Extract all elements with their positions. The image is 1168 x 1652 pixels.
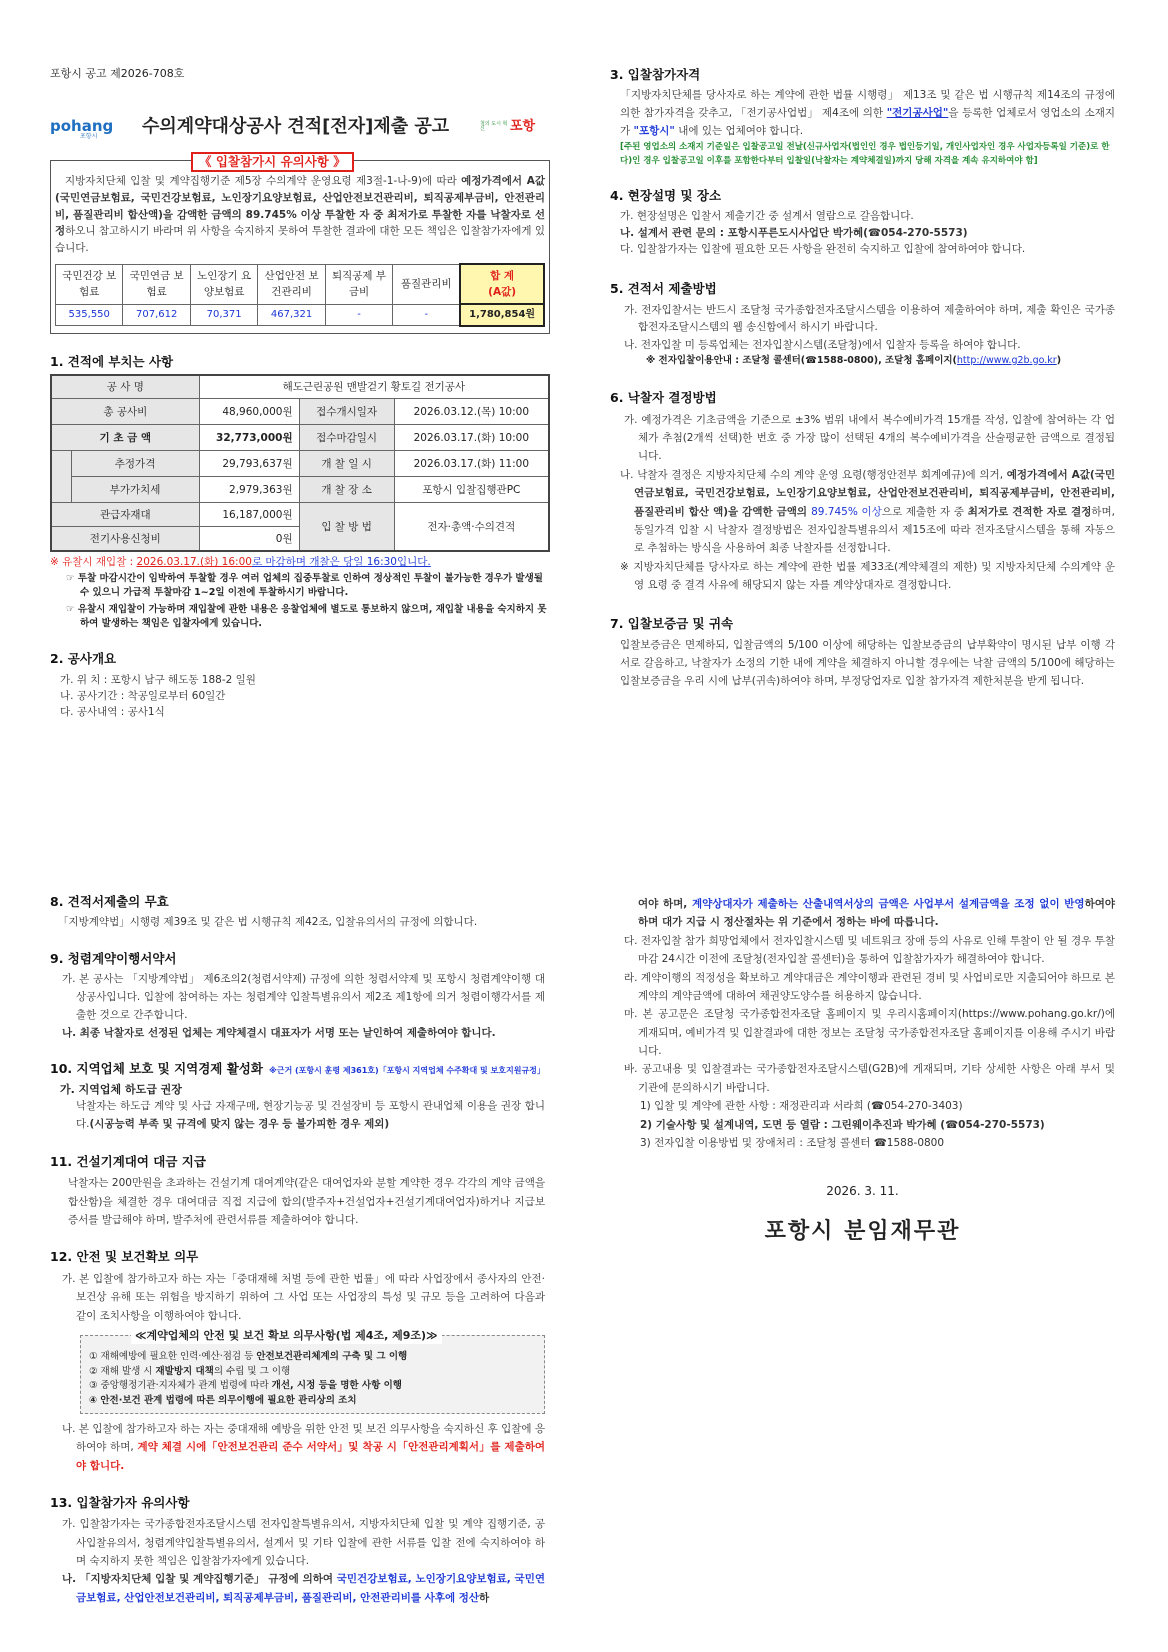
a-header-care: 노인장기 요양보험료 [190, 264, 257, 304]
section-3-note: [주된 영업소의 소재지 기준일은 입찰공고일 전날(신규사업자(법인인 경우 법인등기일, 개인사업자인 경우 사업자등록일 기준)로 한다)인 경우 입찰공고일 이후를 포함한다부터 입찰일(낙찰자는 계약체결일)까지 당해 자격을 계속 유지하여야 함] [620, 141, 1110, 166]
section-12-title: 12. 안전 및 보건확보 의무 [50, 1249, 199, 1265]
section-13-f2: 2) 기술사항 및 설계내역, 도면 등 열람 : 그린웨이추진과 박가혜 (☎054-270-5573) [640, 1118, 1045, 1131]
section-8-text: 「지방계약법」시행령 제39조 및 같은 법 시행규칙 제42조, 입찰유의서의 규정에 의합니다. [58, 916, 478, 929]
logo-sub: 포항시 [80, 133, 98, 141]
label-total-cost: 총 공사비 [51, 399, 199, 425]
a-value-health: 535,550 [56, 304, 123, 326]
safety-item-2-end: 의 수립 및 그 이행 [213, 1365, 291, 1377]
section-9-title: 9. 청렴계약이행서약서 [50, 950, 177, 966]
section-11-text: 낙찰자는 200만원을 초과하는 건설기계 대여계약(같은 대여업자와 분할 계약한 경우 각각의 계약 금액을 합산함)을 체결한 경우 대여대금 직접 지급에 합의(발주자+건설업자+건설기계대여업자)하거나 지급보증서를 발급해야 하며, 발주처에 관련서류를 제출하여야 합니다. [68, 1177, 545, 1227]
section-10-sub: 가. 지역업체 하도급 권장 [60, 1083, 182, 1097]
notice-number: 포항시 공고 제2026-708호 [50, 67, 185, 80]
s6-b-mid: 으로 제출한 자 중 [881, 505, 968, 518]
pohang-slogan-logo [480, 117, 550, 137]
a-header-pension: 국민연금 보험료 [123, 264, 190, 304]
s10-bold: (시공능력 부족 및 규격에 맞지 않는 경우 등 불가피한 경우 제외) [89, 1118, 390, 1131]
rebid-end: 로 마감하며 개찰은 당일 16:30입니다. [251, 555, 431, 568]
s3-text-1: 「지방자치단체를 당사자로 하는 계약에 관한 법률 시행령」 제13조 및 같은 법 시행규칙 제14조의 규정에 의한 참가자격을 갖추고, 「전기공사업법」 제4조에 의한 [620, 89, 1115, 120]
section-8-title: 8. 견적서제출의 무효 [50, 894, 169, 909]
section-4-a: 가. 현장설명은 입찰서 제출기간 중 설계서 열람으로 갈음합니다. [620, 210, 914, 223]
value-project-name: 해도근린공원 맨발걷기 황토길 전기공사 [199, 375, 549, 399]
rebid-date: 2026.03.17.(화) 16:00 [136, 555, 252, 568]
total-sub: (A값) [488, 286, 517, 299]
a-value-header-row [56, 264, 545, 304]
safety-item-2-text: ② 재해 발생 시 [89, 1365, 156, 1377]
s6-b-text: 나. 낙찰자 결정은 지방자치단체 수의 계약 운영 요령(행정안전부 회계예규)에 의거, [620, 468, 1007, 481]
safety-item-3-bold: 개선, 시정 등을 명한 사항 이행 [271, 1380, 402, 1392]
caution-text [55, 173, 545, 257]
rebid-note-1: ☞ 투찰 마감시간이 임박하여 투찰할 경우 여러 업체의 집중투찰로 인하여 정상적인 투찰이 불가능한 경우가 발생될 수 있으니 가급적 투찰마감 1~2일 이전에 투찰하시기 바랍니다. [66, 573, 543, 599]
s13-b-blue: 국민건강보험료, 노인장기요양보험료, 국민연금보험료, 산업안전보건관리비, 퇴직공제부금비, 품질관리비, 안전관리비를 사후에 정산 [76, 1573, 545, 1604]
s13-cont-end: 하여야 하며 대가 지급 시 정산절차는 위 기준에서 정하는 바에 따릅니다. [638, 898, 1116, 929]
s13-cont-text: 여야 하며, [638, 898, 692, 910]
s5-note-text: ※ 전자입찰이용안내 : 조달청 콜센터(☎1588-0800), 조달청 홈페이지( [646, 354, 957, 366]
section-13-f3: 3) 전자입찰 이용방법 및 장애처리 : 조달청 콜센터 ☎1588-0800 [640, 1136, 945, 1149]
section-4-b: 나. 설계서 관련 문의 : 포항시푸른도시사업단 박가혜(☎054-270-5573) [620, 226, 968, 239]
section-7-text: 입찰보증금은 면제하되, 입찰금액의 5/100 이상에 해당하는 입찰보증금의 납부확약이 명시된 납부 이행 각서로 갈음하고, 낙찰자가 소정의 기한 내에 계약을 체결하지 아니할 경우에는 낙찰 금액의 5/100에 해당하는 입찰보증금을 우리 시에 납부(귀속)하여야 하며, 부정당업자로 입찰 참가자격 제한처분을 받게 됩니다. [620, 638, 1115, 687]
section-11-title: 11. 건설기계대여 대금 지급 [50, 1153, 206, 1169]
safety-item-3-text: ③ 중앙행정기관·지자체가 관계 법령에 따라 [89, 1380, 272, 1392]
section-6-b [610, 466, 1115, 558]
section-10-ref: ※근거 (포항시 훈령 제361호)「포항시 지역업체 수주확대 및 보호지원규정」 [268, 1065, 545, 1075]
safety-item-1-bold: 안전보건관리체계의 구축 및 그 이행 [256, 1350, 408, 1362]
safety-box-title: ≪계약업체의 안전 및 보건 확보 의무사항(법 제4조, 제9조)≫ [131, 1327, 442, 1344]
value-base-amount: 32,773,000원 [199, 425, 299, 451]
section-6-title: 6. 낙찰자 결정방법 [610, 390, 717, 406]
section-13-title: 13. 입찰참가자 유의사항 [50, 1494, 190, 1510]
caution-text-1: 지방자치단체 입찰 및 계약집행기준 제5장 수의계약 운영요령 제3절-1-나-9)에 따라 [65, 175, 462, 188]
document-title: 수의계약대상공사 견적[전자]제출 공고 [142, 116, 450, 138]
section-2-c: 다. 공사내역 : 공사1식 [60, 706, 165, 719]
a-value-care: 70,371 [190, 304, 257, 326]
s6-b-bold2: 최저가로 견적한 자로 결정 [967, 505, 1092, 518]
section-12-b [50, 1420, 545, 1475]
label-project-name: 공 사 명 [51, 375, 199, 399]
value-open: 2026.03.17.(화) 11:00 [394, 451, 549, 477]
section-13-a: 가. 입찰참가자는 국가종합전자조달시스템 전자입찰특별유의서, 지방자치단체 입찰 및 계약 집행기준, 공사입찰유의서, 청렴계약입찰특별유의서, 설계서 및 기타 입찰에 관한 서류를 입찰 전에 숙지하여야 하며 숙지하지 못한 책임은 입찰참가자에게 있습니다. [62, 1518, 545, 1568]
section-13-f: 바. 공고내용 및 입찰결과는 국가종합전자조달시스템(G2B)에 게재되며, 기타 상세한 사항은 아래 부서 및 기관에 문의하시기 바랍니다. [624, 1063, 1115, 1094]
s10-text: 낙찰자는 하도급 계약 및 사급 자재구매, 현장기능공 및 건설장비 등 포항시 관내업체 이용을 권장 합니다. [76, 1100, 545, 1131]
indent-cell [51, 451, 71, 503]
s6-b-bold: 예정가격에서 A값(국민연금보험료, 국민건강보험료, 노인장기요양보험료, 산업안전보건관리비, 퇴직공제부금비, 안전관리비, 품질관리비 합산 액)을 감액한 금액의 [634, 468, 1115, 518]
label-method: 입 찰 방 법 [299, 503, 394, 551]
a-header-retire: 퇴직공제 부금비 [325, 264, 392, 304]
section-9-b: 나. 최종 낙찰자로 선정된 업체는 계약체결시 대표자가 서명 또는 날인하여 제출하여야 합니다. [62, 1026, 496, 1039]
section-3-title: 3. 입찰참가자격 [610, 67, 701, 82]
value-elec: 0원 [199, 527, 299, 551]
section-13-b [50, 1570, 545, 1607]
left-column-top [50, 65, 550, 720]
pohang-logo [50, 115, 130, 141]
section-4-c: 다. 입찰참가자는 입찰에 필요한 모든 사항을 완전히 숙지하고 입찰에 참여하여야 합니다. [620, 243, 1026, 255]
rebid-label: ※ 유찰시 재입찰 : [50, 555, 137, 568]
section-10-header [50, 1059, 545, 1081]
section-6-a: 가. 예정가격은 기초금액을 기준으로 ±3% 범위 내에서 복수예비가격 15개를 작성, 입찰에 참여하는 각 업체가 추첨(2개씩 선택)한 번호 중 가장 많이 선택된 4개의 복수예비가격을 산술평균한 금액으로 결정됩니다. [624, 413, 1115, 463]
a-value-safety: 467,321 [258, 304, 325, 326]
s3-electric: "전기공사업" [886, 107, 949, 120]
section-6-c: ※ 지방자치단체를 당사자로 하는 계약에 관한 법률 제33조(계약체결의 제한) 및 지방자치단체 수의계약 운영 요령 중 결격 사유에 해당되지 않는 자를 계약상대자로 결정합니다. [620, 560, 1115, 592]
right-column-bottom [610, 895, 1115, 1249]
label-elec: 전기사용신청비 [51, 527, 199, 551]
label-start: 접수개시일자 [299, 399, 394, 425]
label-base-amount: 기 초 금 액 [51, 425, 199, 451]
s12-b-text: 나. 본 입찰에 참가하고자 하는 자는 중대재해 예방을 위한 안전 및 보건 의무사항을 숙지하신 후 입찰에 응하여야 하며, [62, 1422, 545, 1454]
section-13-e: 마. 본 공고문은 조달청 국가종합전자조달 홈페이지 및 우리시홈페이지(https://www.pohang.go.kr/)에 게재되며, 예비가격 및 입찰결과에 대한 정보는 조달청 국가종합전자조달 홈페이지를 이용해 주시기 바랍니다. [624, 1008, 1115, 1057]
value-start: 2026.03.12.(목) 10:00 [394, 399, 549, 425]
logo-text: pohang [50, 117, 114, 136]
s3-text-mid: 을 등록한 업체로서 영업소의 소재지가 [620, 107, 1116, 138]
section-2-a: 가. 위 치 : 포항시 남구 해도동 188-2 일원 [60, 673, 256, 686]
value-place: 포항시 입찰집행관PC [394, 477, 549, 503]
a-value-row [56, 304, 545, 326]
label-end: 접수마감일시 [299, 425, 394, 451]
s5-note-end: ) [1056, 354, 1062, 366]
section-10-title: 10. 지역업체 보호 및 지역경제 활성화 [50, 1060, 263, 1076]
s3-text-end: 내에 있는 업체여야 합니다. [674, 125, 804, 138]
rebid-note-2: ☞ 유찰시 재입찰이 가능하며 재입찰에 관한 내용은 응찰업체에 별도로 통보하지 않으며, 재입찰 내용을 숙지하지 못하여 발생하는 책임은 입찰자에게 있습니다. [66, 603, 547, 629]
a-header-total [460, 264, 544, 304]
value-supply: 16,187,000원 [199, 503, 299, 527]
g2b-link[interactable]: http://www.g2b.go.kr [956, 354, 1057, 366]
issue-date: 2026. 3. 11. [826, 1184, 899, 1199]
value-total-cost: 48,960,000원 [199, 399, 299, 425]
caution-text-bold: 예정가격에서 A값(국민연금보험료, 국민건강보험료, 노인장기요양보험료, 산업안전보건관리비, 퇴직공제부금비, 안전관리비, 품질관리비 합산액)을 감액한 금액의 89.745% 이상 투찰한 자 중 최저가로 투찰한 자를 낙찰자로 선정 [55, 175, 545, 238]
value-vat: 2,979,363원 [199, 477, 299, 503]
section-13-c: 다. 전자입찰 참가 희망업체에서 전자입찰시스템 및 네트워크 장애 등의 사유로 인해 투찰이 안 될 경우 투찰마감 24시간 이전에 조달청(전자입찰 콜센터)을 통하여 입찰참가자가 해결하여야 합니다. [624, 934, 1115, 966]
s13-cont-blue: 계약상대자가 제출하는 산출내역서상의 금액은 사업부서 설계금액을 조정 없이 반영 [691, 898, 1085, 910]
a-header-quality: 품질관리비 [393, 264, 460, 304]
section-2-b: 나. 공사기간 : 착공일로부터 60일간 [60, 689, 226, 702]
s3-pohang: "포항시" [633, 125, 675, 138]
label-estimate: 추정가격 [71, 451, 199, 477]
safety-item-2 [89, 1365, 536, 1380]
safety-item-3 [89, 1379, 536, 1394]
label-supply: 관급자재대 [51, 503, 199, 527]
safety-item-4: ④ 안전·보건 관계 법령에 따른 의무이행에 필요한 관리상의 조치 [89, 1395, 357, 1407]
rebid-note [50, 554, 550, 570]
safety-item-1-text: ① 재해예방에 필요한 인력·예산·점검 등 [89, 1350, 257, 1362]
a-value-total: 1,780,854원 [460, 304, 544, 326]
s13-b-end: 하 [479, 1591, 490, 1604]
a-value-pension: 707,612 [123, 304, 190, 326]
safety-item-1 [89, 1350, 536, 1365]
safety-duty-box [80, 1328, 545, 1414]
a-header-health: 국민건강 보험료 [56, 264, 123, 304]
left-column-bottom [50, 892, 545, 1607]
section-13-d: 라. 계약이행의 적정성을 확보하고 계약대금은 계약이행과 관련된 경비 및 사업비로만 지출되어야 하므로 본 계약의 계약금액에 대하여 채권양도양수를 허용하지 않습니다. [624, 971, 1115, 1002]
a-value-table [55, 263, 545, 327]
value-method: 전자·총액·수의견적 [394, 503, 549, 551]
label-place: 개 찰 장 소 [299, 477, 394, 503]
caution-text-end: 하오니 참고하시기 바라며 위 사항을 숙지하지 못하여 투찰한 결과에 대한 모든 책임은 입찰참가자에게 있습니다. [55, 225, 545, 255]
section-13-f1: 1) 입찰 및 계약에 관한 사항 : 재정관리과 서라희 (☎054-270-3403) [640, 1100, 963, 1113]
value-estimate: 29,793,637원 [199, 451, 299, 477]
right-column-top [610, 65, 1115, 690]
a-value-quality: - [393, 304, 460, 326]
s6-b-end: 하며, 동일가격 입찰 시 낙찰자 결정방법은 전자입찰특별유의서 제15조에 따라 전자조달시스템을 통해 자동으로 추첨하는 방식을 사용하여 최종 낙찰자를 선정합니다. [634, 505, 1115, 555]
section-3-text [610, 87, 1115, 141]
section-12-a: 가. 본 입찰에 참가하고자 하는 자는「중대재해 처벌 등에 관한 법률」에 따라 사업장에서 종사자의 안전·보건상 유해 또는 위험을 방지하기 위하여 그 사업 또는 사업장의 특성 및 규모 등을 고려하여 다음과 같이 조치사항을 이행하여야 합니다. [62, 1272, 545, 1322]
section-10-text [50, 1098, 545, 1134]
caution-title: 《 입찰참가시 유의사항 》 [191, 152, 354, 172]
label-vat: 부가가치세 [71, 477, 199, 503]
section-5-a: 가. 전자입찰서는 반드시 조달청 국가종합전자조달시스템을 이용하여 제출하여야 하며, 제출 확인은 국가종합전자조달시스템의 웹 송신함에서 하시기 바랍니다. [624, 303, 1115, 334]
a-value-retire: - [325, 304, 392, 326]
section-1-title: 1. 견적에 부치는 사항 [50, 353, 174, 369]
section-4-title: 4. 현장설명 및 장소 [610, 188, 722, 204]
section-5-title: 5. 견적서 제출방법 [610, 281, 717, 297]
safety-item-2-bold: 재발방지 대책 [155, 1365, 214, 1377]
slogan-logo-text: 포항 [510, 118, 536, 134]
section-5-b: 나. 전자입찰 미 등록업체는 전자입찰시스템(조달청)에서 입찰자 등록을 하여야 합니다. [624, 339, 1021, 352]
section-13-b-cont [610, 895, 1115, 932]
title-row [50, 112, 550, 142]
s12-b-red: 계약 체결 시에「안전보건관리 준수 서약서」및 착공 시「안전관리계획서」를 제출하여야 합니다. [76, 1441, 545, 1472]
s6-b-pct: 89.745% 이상 [811, 505, 882, 518]
bid-info-table [50, 374, 550, 552]
value-end: 2026.03.17.(화) 10:00 [394, 425, 549, 451]
label-open: 개 찰 일 시 [299, 451, 394, 477]
slogan-text: 철의 도시 혁신 [480, 120, 508, 133]
caution-box [50, 154, 550, 333]
section-7-title: 7. 입찰보증금 및 귀속 [610, 616, 734, 632]
section-9-a: 가. 본 공사는 「지방계약법」 제6조의2(청렴서약제) 규정에 의한 청렴서약제 및 포항시 청렴계약이행 대상공사입니다. 입찰에 참여하는 자는 청렴계약 입찰특별유의서 제2조 제1항에 의거 청렴이행각서를 제출한 것으로 간주합니다. [62, 973, 545, 1021]
section-5-note [610, 354, 1115, 369]
total-label: 합 계 [490, 269, 515, 282]
issuer-signature: 포항시 분임재무관 [764, 1218, 961, 1244]
a-header-safety: 산업안전 보건관리비 [258, 264, 325, 304]
s13-b-text: 나. 「지방자치단체 입찰 및 계약집행기준」 규정에 의하여 [62, 1573, 337, 1586]
section-2-title: 2. 공사개요 [50, 651, 117, 667]
